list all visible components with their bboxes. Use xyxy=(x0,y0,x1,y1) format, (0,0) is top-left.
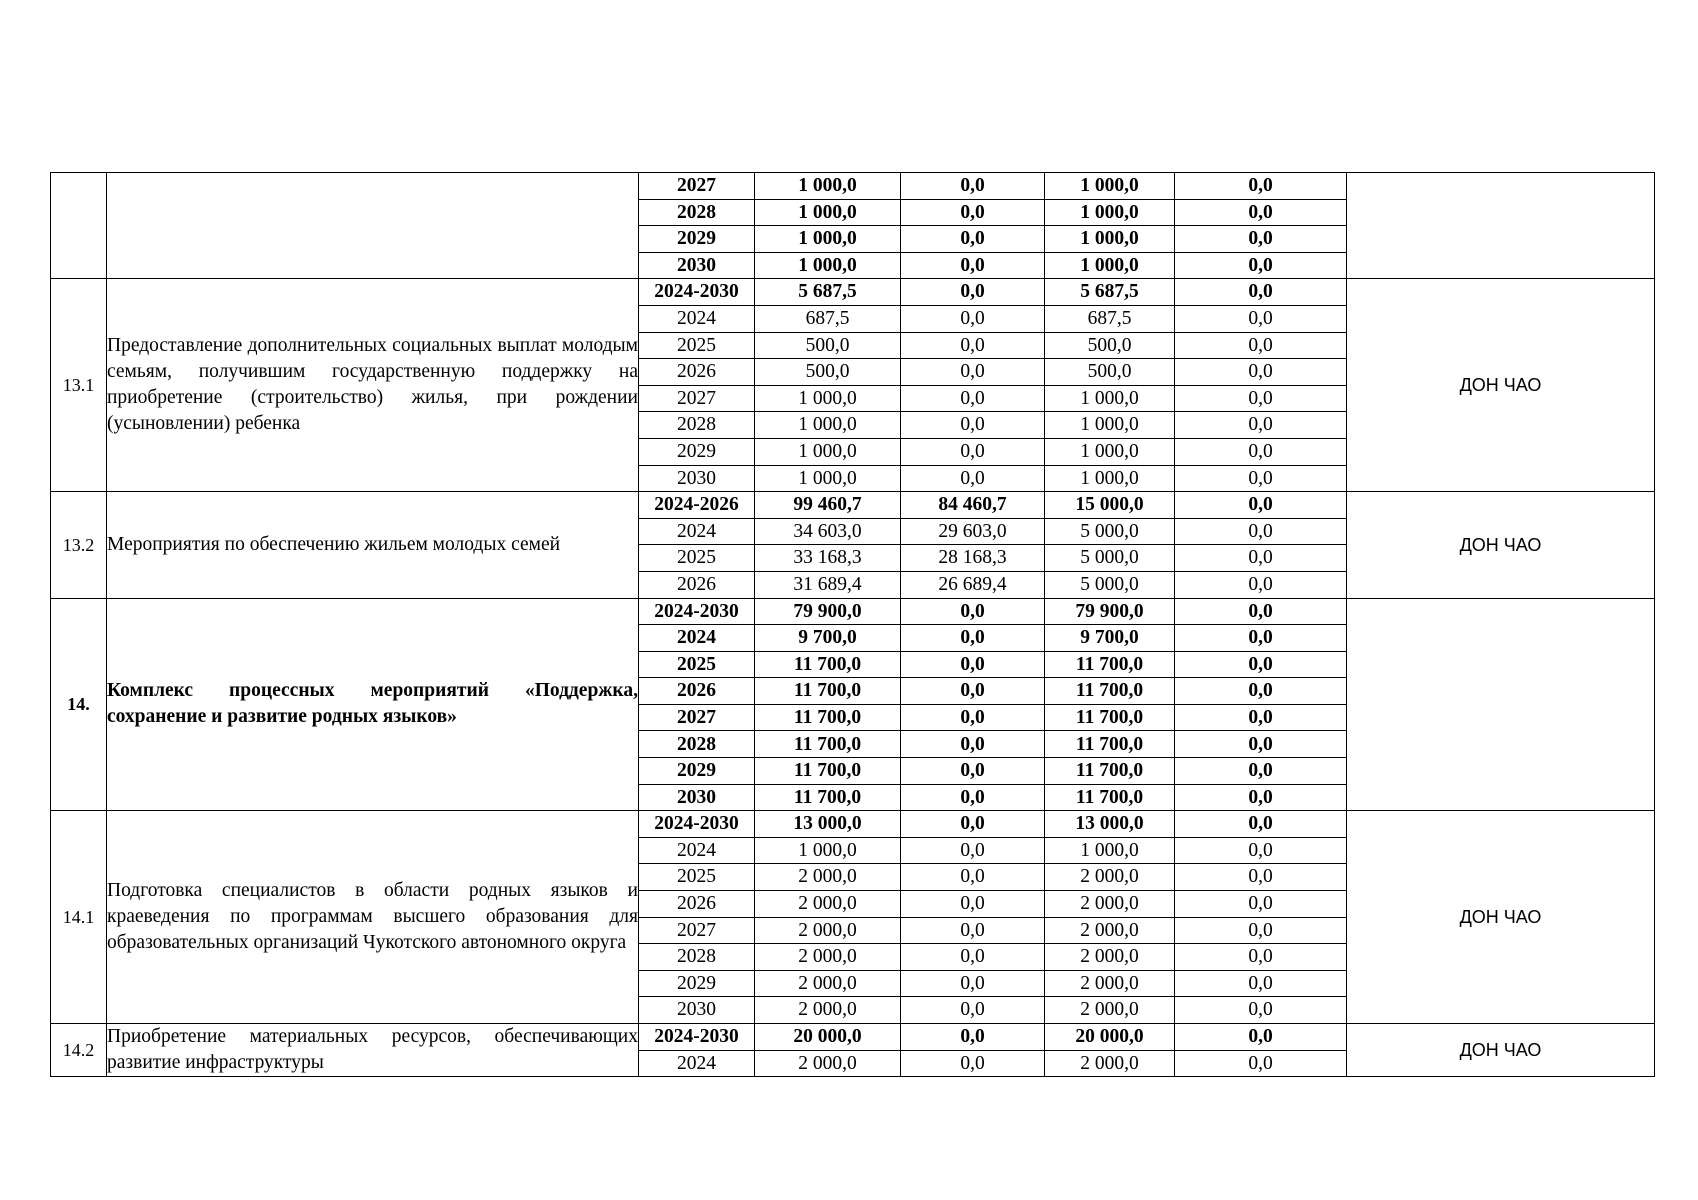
year-cell: 2026 xyxy=(639,891,755,918)
other-sources-cell: 0,0 xyxy=(1175,1024,1347,1051)
regional-budget-cell: 1 000,0 xyxy=(1045,252,1175,279)
year-cell: 2025 xyxy=(639,332,755,359)
other-sources-cell: 0,0 xyxy=(1175,704,1347,731)
row-number-cell: 13.1 xyxy=(51,279,107,492)
other-sources-cell: 0,0 xyxy=(1175,758,1347,785)
other-sources-cell: 0,0 xyxy=(1175,279,1347,306)
total-cell: 20 000,0 xyxy=(755,1024,901,1051)
measure-title-cell: Комплекс процессных мероприятий «Поддержка, сохранение и развитие родных языков» xyxy=(107,598,639,811)
funding-table xyxy=(50,172,1655,1077)
regional-budget-cell: 1 000,0 xyxy=(1045,199,1175,226)
table-row xyxy=(51,492,1655,519)
federal-budget-cell: 0,0 xyxy=(901,1050,1045,1077)
row-number-cell: 14.2 xyxy=(51,1024,107,1077)
federal-budget-cell: 0,0 xyxy=(901,731,1045,758)
total-cell: 2 000,0 xyxy=(755,944,901,971)
year-cell: 2024 xyxy=(639,1050,755,1077)
regional-budget-cell: 1 000,0 xyxy=(1045,438,1175,465)
federal-budget-cell: 0,0 xyxy=(901,465,1045,492)
funding-table-body xyxy=(51,173,1655,1077)
regional-budget-cell: 500,0 xyxy=(1045,359,1175,386)
responsible-cell xyxy=(1347,598,1655,811)
year-cell: 2024-2030 xyxy=(639,1024,755,1051)
year-cell: 2029 xyxy=(639,226,755,253)
regional-budget-cell: 11 700,0 xyxy=(1045,678,1175,705)
regional-budget-cell: 687,5 xyxy=(1045,305,1175,332)
total-cell: 1 000,0 xyxy=(755,173,901,200)
federal-budget-cell: 0,0 xyxy=(901,1024,1045,1051)
other-sources-cell: 0,0 xyxy=(1175,731,1347,758)
federal-budget-cell: 0,0 xyxy=(901,252,1045,279)
total-cell: 2 000,0 xyxy=(755,917,901,944)
federal-budget-cell: 0,0 xyxy=(901,704,1045,731)
federal-budget-cell: 0,0 xyxy=(901,891,1045,918)
total-cell: 5 687,5 xyxy=(755,279,901,306)
year-cell: 2030 xyxy=(639,252,755,279)
year-cell: 2024 xyxy=(639,625,755,652)
total-cell: 1 000,0 xyxy=(755,385,901,412)
year-cell: 2025 xyxy=(639,545,755,572)
regional-budget-cell: 15 000,0 xyxy=(1045,492,1175,519)
year-cell: 2024 xyxy=(639,305,755,332)
total-cell: 2 000,0 xyxy=(755,970,901,997)
total-cell: 11 700,0 xyxy=(755,731,901,758)
other-sources-cell: 0,0 xyxy=(1175,891,1347,918)
total-cell: 11 700,0 xyxy=(755,678,901,705)
regional-budget-cell: 1 000,0 xyxy=(1045,385,1175,412)
year-cell: 2028 xyxy=(639,944,755,971)
federal-budget-cell: 0,0 xyxy=(901,944,1045,971)
year-cell: 2027 xyxy=(639,917,755,944)
federal-budget-cell: 0,0 xyxy=(901,625,1045,652)
other-sources-cell: 0,0 xyxy=(1175,1050,1347,1077)
federal-budget-cell: 0,0 xyxy=(901,678,1045,705)
year-cell: 2028 xyxy=(639,199,755,226)
regional-budget-cell: 5 687,5 xyxy=(1045,279,1175,306)
federal-budget-cell: 29 603,0 xyxy=(901,518,1045,545)
federal-budget-cell: 0,0 xyxy=(901,784,1045,811)
other-sources-cell: 0,0 xyxy=(1175,625,1347,652)
regional-budget-cell: 2 000,0 xyxy=(1045,1050,1175,1077)
federal-budget-cell: 0,0 xyxy=(901,997,1045,1024)
other-sources-cell: 0,0 xyxy=(1175,784,1347,811)
year-cell: 2026 xyxy=(639,678,755,705)
regional-budget-cell: 79 900,0 xyxy=(1045,598,1175,625)
other-sources-cell: 0,0 xyxy=(1175,305,1347,332)
year-cell: 2030 xyxy=(639,465,755,492)
regional-budget-cell: 500,0 xyxy=(1045,332,1175,359)
total-cell: 11 700,0 xyxy=(755,784,901,811)
year-cell: 2029 xyxy=(639,970,755,997)
federal-budget-cell: 0,0 xyxy=(901,811,1045,838)
other-sources-cell: 0,0 xyxy=(1175,199,1347,226)
total-cell: 79 900,0 xyxy=(755,598,901,625)
table-row xyxy=(51,598,1655,625)
year-cell: 2030 xyxy=(639,997,755,1024)
other-sources-cell: 0,0 xyxy=(1175,252,1347,279)
other-sources-cell: 0,0 xyxy=(1175,545,1347,572)
regional-budget-cell: 1 000,0 xyxy=(1045,173,1175,200)
regional-budget-cell: 5 000,0 xyxy=(1045,518,1175,545)
other-sources-cell: 0,0 xyxy=(1175,518,1347,545)
other-sources-cell: 0,0 xyxy=(1175,970,1347,997)
year-cell: 2026 xyxy=(639,359,755,386)
federal-budget-cell: 0,0 xyxy=(901,598,1045,625)
total-cell: 9 700,0 xyxy=(755,625,901,652)
federal-budget-cell: 0,0 xyxy=(901,758,1045,785)
other-sources-cell: 0,0 xyxy=(1175,385,1347,412)
row-number-cell: 13.2 xyxy=(51,492,107,598)
table-row xyxy=(51,811,1655,838)
year-cell: 2026 xyxy=(639,571,755,598)
regional-budget-cell: 1 000,0 xyxy=(1045,412,1175,439)
regional-budget-cell: 5 000,0 xyxy=(1045,571,1175,598)
regional-budget-cell: 2 000,0 xyxy=(1045,917,1175,944)
other-sources-cell: 0,0 xyxy=(1175,465,1347,492)
other-sources-cell: 0,0 xyxy=(1175,412,1347,439)
regional-budget-cell: 2 000,0 xyxy=(1045,891,1175,918)
total-cell: 11 700,0 xyxy=(755,758,901,785)
responsible-cell: ДОН ЧАО xyxy=(1347,279,1655,492)
year-cell: 2030 xyxy=(639,784,755,811)
row-number-cell xyxy=(51,173,107,279)
federal-budget-cell: 84 460,7 xyxy=(901,492,1045,519)
year-cell: 2024-2030 xyxy=(639,279,755,306)
other-sources-cell: 0,0 xyxy=(1175,864,1347,891)
federal-budget-cell: 0,0 xyxy=(901,864,1045,891)
measure-title-cell xyxy=(107,173,639,279)
regional-budget-cell: 2 000,0 xyxy=(1045,997,1175,1024)
other-sources-cell: 0,0 xyxy=(1175,811,1347,838)
federal-budget-cell: 0,0 xyxy=(901,917,1045,944)
total-cell: 2 000,0 xyxy=(755,864,901,891)
responsible-cell xyxy=(1347,173,1655,279)
total-cell: 34 603,0 xyxy=(755,518,901,545)
year-cell: 2027 xyxy=(639,173,755,200)
year-cell: 2028 xyxy=(639,731,755,758)
federal-budget-cell: 0,0 xyxy=(901,305,1045,332)
other-sources-cell: 0,0 xyxy=(1175,917,1347,944)
measure-title-cell: Предоставление дополнительных социальных выплат молодым семьям, получившим государственную поддержку на приобретение (строительство) жилья, при рождении (усыновлении) ребенка xyxy=(107,279,639,492)
other-sources-cell: 0,0 xyxy=(1175,651,1347,678)
total-cell: 11 700,0 xyxy=(755,704,901,731)
federal-budget-cell: 0,0 xyxy=(901,412,1045,439)
total-cell: 500,0 xyxy=(755,332,901,359)
responsible-cell: ДОН ЧАО xyxy=(1347,811,1655,1024)
other-sources-cell: 0,0 xyxy=(1175,332,1347,359)
other-sources-cell: 0,0 xyxy=(1175,837,1347,864)
regional-budget-cell: 1 000,0 xyxy=(1045,226,1175,253)
total-cell: 33 168,3 xyxy=(755,545,901,572)
total-cell: 1 000,0 xyxy=(755,412,901,439)
federal-budget-cell: 0,0 xyxy=(901,359,1045,386)
total-cell: 687,5 xyxy=(755,305,901,332)
federal-budget-cell: 0,0 xyxy=(901,385,1045,412)
regional-budget-cell: 20 000,0 xyxy=(1045,1024,1175,1051)
total-cell: 500,0 xyxy=(755,359,901,386)
year-cell: 2024 xyxy=(639,518,755,545)
total-cell: 1 000,0 xyxy=(755,465,901,492)
other-sources-cell: 0,0 xyxy=(1175,359,1347,386)
year-cell: 2027 xyxy=(639,704,755,731)
total-cell: 99 460,7 xyxy=(755,492,901,519)
total-cell: 1 000,0 xyxy=(755,252,901,279)
year-cell: 2025 xyxy=(639,864,755,891)
year-cell: 2024-2030 xyxy=(639,598,755,625)
regional-budget-cell: 13 000,0 xyxy=(1045,811,1175,838)
other-sources-cell: 0,0 xyxy=(1175,492,1347,519)
regional-budget-cell: 11 700,0 xyxy=(1045,704,1175,731)
regional-budget-cell: 9 700,0 xyxy=(1045,625,1175,652)
regional-budget-cell: 1 000,0 xyxy=(1045,837,1175,864)
total-cell: 1 000,0 xyxy=(755,199,901,226)
other-sources-cell: 0,0 xyxy=(1175,438,1347,465)
total-cell: 1 000,0 xyxy=(755,837,901,864)
responsible-cell: ДОН ЧАО xyxy=(1347,1024,1655,1077)
regional-budget-cell: 11 700,0 xyxy=(1045,758,1175,785)
regional-budget-cell: 1 000,0 xyxy=(1045,465,1175,492)
total-cell: 2 000,0 xyxy=(755,997,901,1024)
total-cell: 11 700,0 xyxy=(755,651,901,678)
other-sources-cell: 0,0 xyxy=(1175,678,1347,705)
other-sources-cell: 0,0 xyxy=(1175,173,1347,200)
other-sources-cell: 0,0 xyxy=(1175,571,1347,598)
regional-budget-cell: 11 700,0 xyxy=(1045,651,1175,678)
year-cell: 2024-2026 xyxy=(639,492,755,519)
total-cell: 13 000,0 xyxy=(755,811,901,838)
row-number-cell: 14. xyxy=(51,598,107,811)
year-cell: 2024-2030 xyxy=(639,811,755,838)
federal-budget-cell: 0,0 xyxy=(901,970,1045,997)
federal-budget-cell: 26 689,4 xyxy=(901,571,1045,598)
total-cell: 2 000,0 xyxy=(755,891,901,918)
total-cell: 1 000,0 xyxy=(755,226,901,253)
federal-budget-cell: 0,0 xyxy=(901,651,1045,678)
year-cell: 2029 xyxy=(639,758,755,785)
table-row xyxy=(51,173,1655,200)
year-cell: 2025 xyxy=(639,651,755,678)
other-sources-cell: 0,0 xyxy=(1175,226,1347,253)
other-sources-cell: 0,0 xyxy=(1175,997,1347,1024)
measure-title-cell: Приобретение материальных ресурсов, обеспечивающих развитие инфраструктуры xyxy=(107,1024,639,1077)
regional-budget-cell: 2 000,0 xyxy=(1045,944,1175,971)
year-cell: 2029 xyxy=(639,438,755,465)
year-cell: 2027 xyxy=(639,385,755,412)
measure-title-cell: Подготовка специалистов в области родных языков и краеведения по программам высшего образования для образовательных организаций Чукотского автономного округа xyxy=(107,811,639,1024)
regional-budget-cell: 5 000,0 xyxy=(1045,545,1175,572)
table-row xyxy=(51,1024,1655,1051)
federal-budget-cell: 0,0 xyxy=(901,173,1045,200)
total-cell: 2 000,0 xyxy=(755,1050,901,1077)
federal-budget-cell: 0,0 xyxy=(901,279,1045,306)
regional-budget-cell: 2 000,0 xyxy=(1045,970,1175,997)
federal-budget-cell: 0,0 xyxy=(901,332,1045,359)
measure-title-cell: Мероприятия по обеспечению жильем молодых семей xyxy=(107,492,639,598)
year-cell: 2024 xyxy=(639,837,755,864)
federal-budget-cell: 0,0 xyxy=(901,837,1045,864)
regional-budget-cell: 2 000,0 xyxy=(1045,864,1175,891)
federal-budget-cell: 0,0 xyxy=(901,199,1045,226)
regional-budget-cell: 11 700,0 xyxy=(1045,784,1175,811)
regional-budget-cell: 11 700,0 xyxy=(1045,731,1175,758)
year-cell: 2028 xyxy=(639,412,755,439)
total-cell: 31 689,4 xyxy=(755,571,901,598)
row-number-cell: 14.1 xyxy=(51,811,107,1024)
table-row xyxy=(51,279,1655,306)
responsible-cell: ДОН ЧАО xyxy=(1347,492,1655,598)
other-sources-cell: 0,0 xyxy=(1175,944,1347,971)
federal-budget-cell: 0,0 xyxy=(901,438,1045,465)
other-sources-cell: 0,0 xyxy=(1175,598,1347,625)
federal-budget-cell: 28 168,3 xyxy=(901,545,1045,572)
federal-budget-cell: 0,0 xyxy=(901,226,1045,253)
total-cell: 1 000,0 xyxy=(755,438,901,465)
